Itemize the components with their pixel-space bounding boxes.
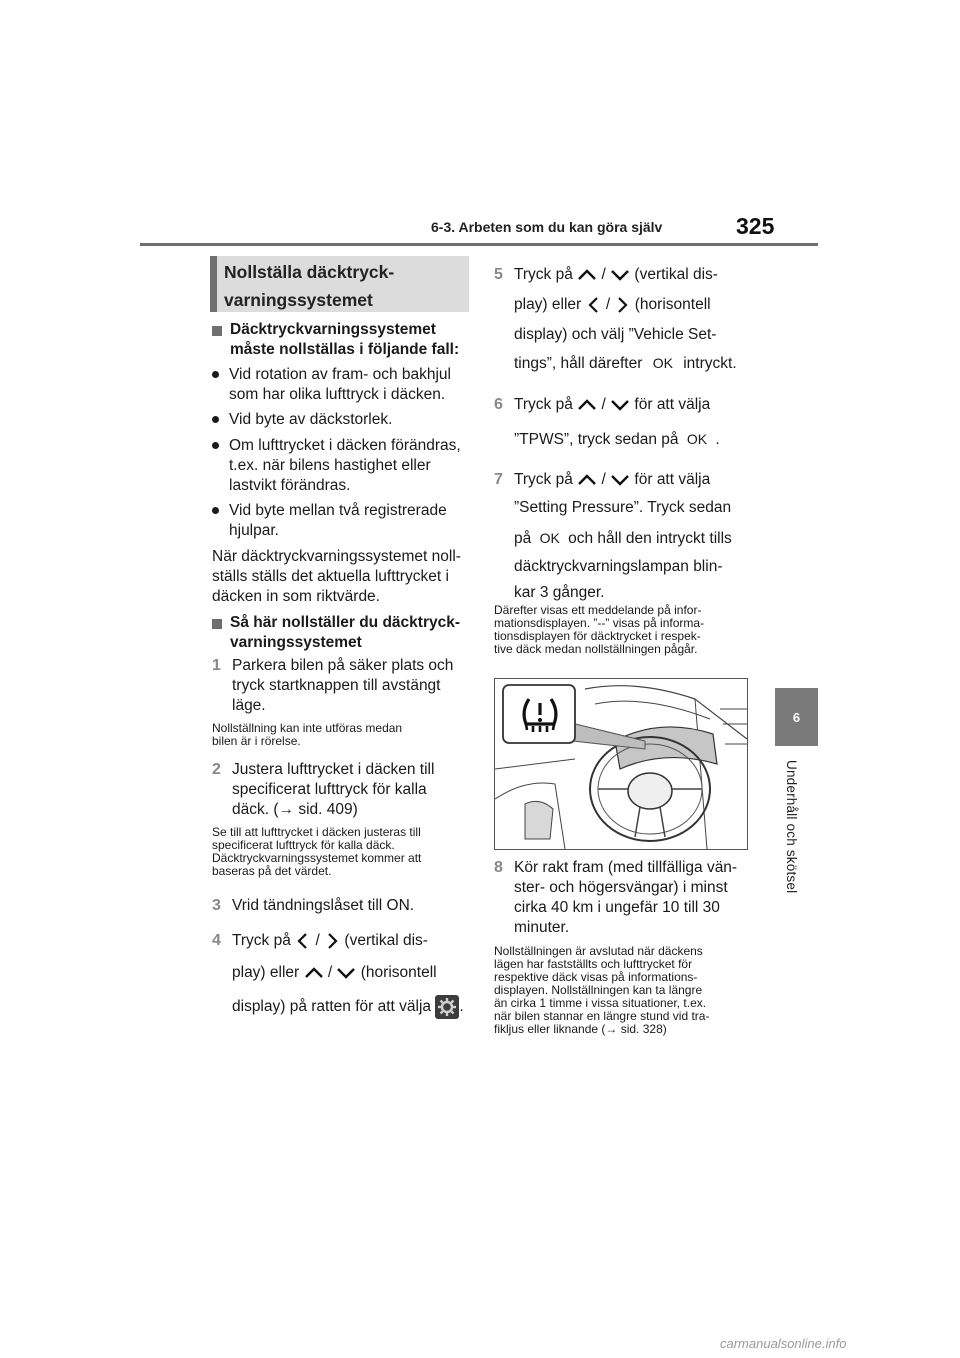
step-number: 5 [494, 266, 503, 283]
chapter-title: Underhåll och skötsel [784, 760, 799, 894]
step-number: 4 [212, 932, 221, 949]
square-bullet-icon [212, 326, 222, 336]
page-number: 325 [736, 213, 775, 239]
step-number: 7 [494, 471, 503, 488]
step-8: 8 Kör rakt fram (med tillfälliga vän- ster- och högersvängar) i minst cirka 40 km i ungefär 10 till 30 minuter. [494, 859, 738, 936]
step-number: 3 [212, 897, 221, 914]
step-2: 2 Justera lufttrycket i däcken till specificerat lufttryck för kalla däck. (→ sid. 409) [212, 761, 435, 818]
ok-button-icon: OK [652, 355, 673, 371]
step-7: 7 Tryck på / för att välja ”Setting Pressure”. Tryck sedan på OK och håll den intryckt tills däcktryckvarningslampan blin- kar 3 gånger. [494, 471, 732, 601]
chevron-left-icon [586, 296, 602, 314]
chevron-right-icon [324, 932, 340, 950]
list-item: Vid byte av däckstorlek. [212, 410, 474, 430]
chevron-down-icon [610, 398, 630, 412]
step-number: 8 [494, 859, 503, 876]
step-number: 1 [212, 657, 221, 674]
step-6: 6 Tryck på / för att välja ”TPWS”, tryck sedan på OK . [494, 396, 720, 448]
list-item: Vid rotation av fram- och bakhjul som har olika lufttryck i däcken. [212, 365, 474, 405]
chevron-down-icon [610, 268, 630, 282]
subheading-when-reset: Däcktryckvarningssystemet måste nollställas i följande fall: [212, 320, 472, 360]
list-item: Vid byte mellan två registrerade hjulpar. [212, 501, 474, 541]
step-4: 4 Tryck på / (vertikal dis- play) eller / (horisontell display) på ratten för att välja . [212, 931, 476, 1019]
settings-gear-icon [435, 995, 459, 1019]
section-title: 6-3. Arbeten som du kan göra själv [431, 219, 663, 235]
bullet-dot-icon [212, 416, 219, 423]
step-3: 3 Vrid tändningslåset till ON. [212, 897, 415, 914]
step-note: Nollställning kan inte utföras medan bilen är i rörelse. [212, 721, 403, 748]
bullet-dot-icon [212, 442, 219, 449]
chevron-right-icon [614, 296, 630, 314]
chevron-up-icon [577, 268, 597, 282]
chevron-down-icon [336, 966, 356, 980]
chevron-up-icon [304, 966, 324, 980]
bullet-dot-icon [212, 371, 219, 378]
list-item: Om lufttrycket i däcken förändras, t.ex. när bilens hastighet eller lastvikt förändras. [212, 436, 474, 496]
step-note: Se till att lufttrycket i däcken justeras till specificerat lufttryck för kalla däck. Däcktryckvarningssystemet kommer att baseras på det värdet. [212, 825, 422, 878]
ok-button-icon: OK [686, 431, 708, 447]
step-note: Därefter visas ett meddelande på infor- mationsdisplayen. ”--” visas på informa- tionsdisplayen för däcktrycket i respek- tive däck medan nollställningen pågår. [494, 603, 705, 656]
step-number: 6 [494, 396, 503, 413]
chevron-up-icon [577, 398, 597, 412]
chevron-up-icon [577, 473, 597, 487]
chevron-left-icon [295, 932, 311, 950]
chevron-down-icon [610, 473, 630, 487]
chapter-number: 6 [792, 710, 801, 725]
step-5: 5 Tryck på / (vertikal dis- play) eller / (horisontell display) och välj ”Vehicle Set- tings”, håll därefter OK intryckt. [494, 266, 737, 372]
subheading-how-to-reset: Så här nollställer du däcktryck- varningssystemet [212, 613, 476, 653]
square-bullet-icon [212, 619, 222, 629]
ok-button-icon: OK [539, 530, 560, 546]
step-number: 2 [212, 761, 221, 778]
bullet-dot-icon [212, 507, 219, 514]
paragraph: När däcktryckvarningssystemet noll- ställs ställs det aktuella lufttrycket i däcken in som riktvärde. [212, 548, 461, 605]
dashboard-illustration [494, 678, 748, 850]
step-1: 1 Parkera bilen på säker plats och tryck startknappen till avstängt läge. [212, 657, 454, 714]
step-note: Nollställningen är avslutad när däckens lägen har fastställts och lufttrycket för respektive däck visas på informations- displayen. Nollställningen kan ta längre än cirka 1 timme i vissa situationer, t.ex. när bilen stannar en längre stund vid tra- fikljus eller liknande (→ sid. 328) [494, 944, 710, 1036]
header-rule [140, 243, 818, 246]
tire-pressure-warning-icon [517, 691, 563, 737]
watermark: carmanualsonline.info [720, 1336, 847, 1351]
section-heading: Nollställa däcktryck- varningssystemet [224, 262, 395, 310]
